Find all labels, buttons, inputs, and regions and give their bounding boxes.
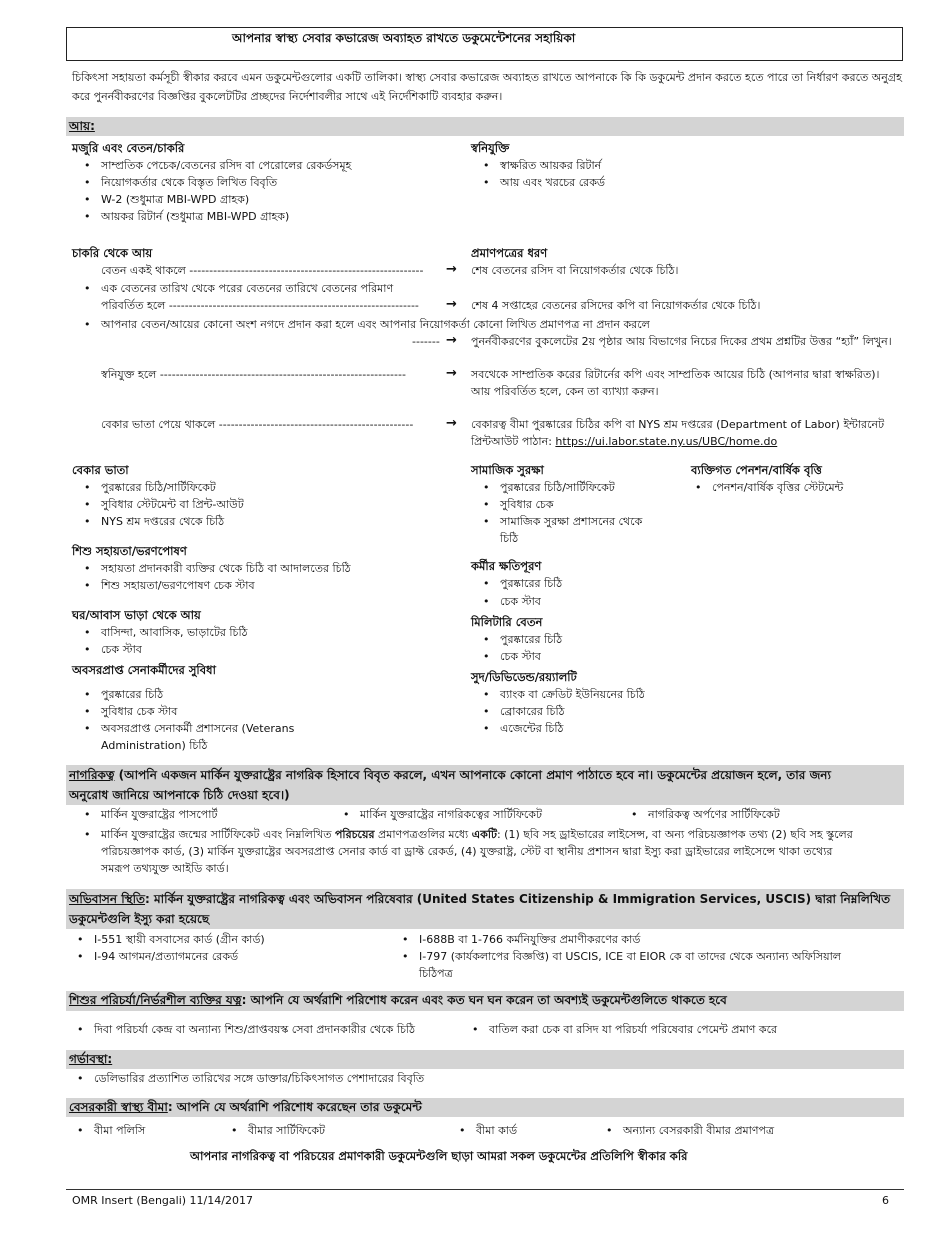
income-band — [66, 117, 904, 136]
child-care-band — [66, 991, 904, 1011]
list-item: • NYS শ্রম দপ্তরের থেকে চিঠি — [101, 513, 224, 530]
list-item: • সহায়তা প্রদানকারী ব্যক্তির থেকে চিঠি বা আদালতের চিঠি — [101, 560, 351, 577]
child-care-label: শিশুর পরিচর্যা/নির্ভরশীল ব্যক্তির যত্ন — [69, 993, 242, 1007]
list-item: • পুরষ্কারের চিঠি/সার্টিফিকেট — [500, 479, 615, 496]
insurance-line — [69, 1099, 422, 1116]
list-item: • বাসিন্দা, আবাসিক, ভাড়াটের চিঠি — [101, 624, 247, 641]
list-item: • পেনশন/বার্ষিক বৃত্তির স্টেটমেন্ট — [712, 479, 843, 496]
citizenship-long-b: পরিচয়ের — [334, 828, 375, 841]
child-care-desc: : আপনি যে অর্থরাশি পরিশোধ করেন এবং কত ঘন ঘন করেন তা অবশ্যই ডকুমেন্টগুলিতে থাকতে হবে — [241, 993, 727, 1007]
veterans-heading: অবসরপ্রাপ্ত সেনাকর্মীদের সুবিধা — [72, 663, 216, 677]
pregnancy-label: গর্ভাবস্থা: — [69, 1052, 113, 1066]
closing-note: আপনার নাগরিকত্ব বা পরিচয়ের প্রমাণকারী ডকুমেন্টগুলি ছাড়া আমরা সকল ডকুমেন্টের প্রতিলিপি স্বীকার করি — [190, 1149, 688, 1163]
list-item: • পুরষ্কারের চিঠি — [500, 631, 562, 648]
job-row-right: বেকারত্ব বীমা পুরষ্কারের চিঠির কপি বা NYS শ্রম দপ্তরের (Department of Labor) ইন্টারনেট — [471, 418, 885, 431]
list-item: • পুরষ্কারের চিঠি/সার্টিফিকেট — [101, 479, 216, 496]
citizenship-long-e: : (1) ছবি সহ ড্রাইভারের লাইসেন্স, বা অন্য পরিচয়জ্ঞাপক তথ্য (2) ছবি সহ স্কুলের — [496, 828, 853, 841]
insurance-desc: : আপনি যে অর্থরাশি পরিশোধ করেছেন তার ডকুমেন্ট — [167, 1100, 422, 1114]
citizenship-long-a: মার্কিন যুক্তরাষ্ট্রের জন্মের সার্টিফিকেট এবং নিম্নলিখিত — [101, 828, 335, 841]
interest-heading: সুদ/ডিভিডেন্ড/রয়্যালটি — [471, 670, 577, 684]
list-item: • ব্যাংক বা ক্রেডিট ইউনিয়নের চিঠি — [500, 686, 645, 703]
citizenship-band — [66, 765, 904, 805]
list-item: • সামাজিক সুরক্ষা প্রশাসনের থেকে — [500, 513, 642, 530]
child-care-line — [69, 992, 727, 1009]
list-item: • W-2 (শুধুমাত্র MBI-WPD গ্রাহক) — [101, 191, 249, 208]
list-item: • চেক স্টাব — [500, 593, 541, 610]
list-item: • চেক স্টাব — [101, 641, 142, 658]
footer-left: OMR Insert (Bengali) 11/14/2017 — [72, 1194, 253, 1207]
military-heading: মিলিটারি বেতন — [471, 615, 543, 629]
arrow-icon: → — [446, 333, 457, 348]
page-number: 6 — [882, 1194, 889, 1207]
unemployment-heading: বেকার ভাতা — [72, 463, 129, 477]
list-item: • চেক স্টাব — [500, 648, 541, 665]
job-income-heading: চাকরি থেকে আয় — [72, 246, 153, 260]
job-row-right: শেষ বেতনের রসিদ বা নিয়োগকর্তার থেকে চিঠি। — [471, 264, 679, 277]
proof-type-heading: প্রমাণপত্রের ধরণ — [471, 246, 548, 260]
list-item: • মার্কিন যুক্তরাষ্ট্রের পাসপোর্ট — [101, 806, 217, 823]
child-support-heading: শিশু সহায়তা/ভরণপোষণ — [72, 544, 187, 558]
job-row-left: • স্বনিযুক্ত হলে -------------------------------------------------------------- — [101, 366, 446, 383]
title-box — [66, 27, 903, 61]
citizenship-long-d: একটি — [471, 828, 497, 841]
workers-comp-heading: কর্মীর ক্ষতিপূরণ — [471, 559, 542, 573]
list-item: • সুবিধার চেক — [500, 496, 554, 513]
citizenship-label: নাগরিকত্ব — [69, 768, 115, 782]
job-row-right: পুনর্নবীকরণের বুকলেটের 2য় পৃষ্ঠার আয় বিভাগের নিচের দিকের প্রথম প্রশ্নটির উত্তর “হ্যাঁ” লিখুন। — [471, 335, 892, 348]
job-row-right: সবথেকে সাম্প্রতিক করের রিটার্নের কপি এবং সাম্প্রতিক আয়ের চিঠি (আপনার দ্বারা স্বাক্ষরিত)। — [471, 368, 880, 381]
list-item: • পুরষ্কারের চিঠি — [500, 575, 562, 592]
citizenship-long-c: প্রমাণপত্রগুলির মধ্যে — [374, 828, 472, 841]
list-item: • I-688B বা 1-766 কর্মনিযুক্তির প্রমাণীকরণের কার্ড — [419, 931, 640, 948]
list-item: • সুবিধার স্টেটমেন্ট বা প্রিন্ট-আউট — [101, 496, 244, 513]
job-row-left: • বেতন একই থাকলে ----------------------------------------------------------- — [101, 262, 446, 279]
list-item: • I-797 (কার্যকলাপের বিজ্ঞপ্তি) বা USCIS, ICE বা EIOR কে বা তাদের থেকে অন্যান্য অফিসিয়াল — [419, 948, 841, 965]
arrow-icon: → — [446, 416, 457, 431]
job-row-right-cont: আয় পরিবর্তিত হলে, কেন তা ব্যাখ্যা করুন। — [471, 385, 659, 398]
list-item-cont: Administration) চিঠি — [101, 739, 208, 752]
list-item-cont: চিঠিপত্র — [419, 967, 453, 980]
pension-heading: ব্যক্তিগত পেনশন/বার্ষিক বৃত্তি — [691, 463, 822, 477]
job-row-left-cont: ------- — [412, 335, 440, 348]
labor-link[interactable]: https://ui.labor.state.ny.us/UBC/home.do — [555, 435, 778, 448]
list-item: • I-94 আগমন/প্রত্যাগমনের রেকর্ড — [94, 948, 238, 965]
list-item: • আয়কর রিটার্ন (শুধুমাত্র MBI-WPD গ্রাহক) — [101, 208, 289, 225]
list-item: • I-551 স্থায়ী বসবাসের কার্ড (গ্রীন কার্ড) — [94, 931, 265, 948]
arrow-icon: → — [446, 366, 457, 381]
list-item: • বীমা পলিসি — [94, 1122, 145, 1139]
list-item-cont: চিঠি — [500, 532, 519, 545]
income-label: আয়: — [69, 119, 95, 133]
list-item: • সুবিধার চেক স্টাব — [101, 703, 177, 720]
immigration-desc2: ডকুমেন্টগুলি ইস্যু করা হয়েছে — [69, 912, 210, 926]
list-item: • বাতিল করা চেক বা রসিদ যা পরিচর্যা পরিষেবার পেমেন্ট প্রমাণ করে — [489, 1021, 777, 1038]
list-item: • এজেন্টের চিঠি — [500, 720, 563, 737]
citizenship-line1 — [69, 767, 831, 784]
insurance-label: বেসরকারী স্বাস্থ্য বীমা — [69, 1100, 168, 1114]
link-prefix: প্রিন্টআউট পাঠান: — [471, 435, 556, 448]
immigration-label: অভিবাসন স্থিতি — [69, 892, 146, 906]
list-item: • দিবা পরিচর্যা কেন্দ্র বা অন্যান্য শিশু/প্রাপ্তবয়স্ক সেবা প্রদানকারীর থেকে চিঠি — [94, 1021, 415, 1038]
citizenship-desc2: অনুরোধ জানিয়ে আপনাকে চিঠি দেওয়া হবে।) — [69, 788, 290, 802]
list-item: • ব্রোকারের চিঠি — [500, 703, 565, 720]
list-item: • বীমার সার্টিফিকেট — [248, 1122, 325, 1139]
job-row-left: • এক বেতনের তারিখ থেকে পরের বেতনের তারিখে বেতনের পরিমাণ — [101, 280, 393, 297]
job-row-left-cont: পরিবর্তিত হলে --------------------------------------------------------------- — [101, 299, 419, 312]
list-item: • মার্কিন যুক্তরাষ্ট্রের নাগরিকত্বের সার্টিফিকেট — [360, 806, 542, 823]
job-row-right: শেষ 4 সপ্তাহের বেতনের রসিদের কপি বা নিয়োগকর্তার থেকে চিঠি। — [471, 299, 761, 312]
immigration-line1 — [69, 891, 890, 908]
list-item-cont: পরিচয়জ্ঞাপক কার্ড, (3) মার্কিন যুক্তরাষ্ট্রের অবসরপ্রাপ্ত সেনার কার্ড বা ড্রাফ্ট রেকর্ড, (4) যুক্তরাষ্ট্র, স্টেট বা স্থানীয় প্রশাসন দ্বারা ইস্যু করা ড্রাইভারের লাইসেন্সে থাকা তথ্যের — [101, 845, 833, 858]
list-item: • শিশু সহায়তা/ভরণপোষণ চেক স্টাব — [101, 577, 255, 594]
arrow-icon: → — [446, 262, 457, 277]
intro-text: চিকিৎসা সহায়তা কর্মসূচী স্বীকার করবে এমন ডকুমেন্টগুলোর একটি তালিকা। স্বাস্থ্য সেবার কভারেজ অব্যাহত রাখতে আপনাকে কি কি ডকুমেন্ট প্রদান করতে হতে পারে তা নির্ধারণ করতে অনুগ্রহ করে পুনর্নবীকরণের বিজ্ঞপ্তির বুকলেটটির প্রচ্ছদের নির্দেশাবলীর সাথে এই নির্দেশিকাটি ব্যবহার করুন। — [72, 71, 902, 103]
wages-heading: মজুরি এবং বেতন/চাকরি — [72, 141, 185, 155]
list-item: • নিয়োগকর্তার থেকে বিস্তৃত লিখিত বিবৃতি — [101, 174, 277, 191]
job-row-left: • আপনার বেতন/আয়ের কোনো অংশ নগদে প্রদান করা হলে এবং আপনার নিয়োগকর্তা কোনো লিখিত প্রমাণপত্র না প্রদান করলে — [101, 316, 650, 333]
insurance-band — [66, 1098, 904, 1117]
list-item-cont: সমরূপ তথ্যযুক্ত আইডি কার্ড। — [101, 862, 229, 875]
job-row-left: • বেকার ভাতা পেয়ে থাকলে ------------------------------------------------- — [101, 416, 446, 433]
list-item: • অবসরপ্রাপ্ত সেনাকর্মী প্রশাসনের (Veterans — [101, 720, 294, 737]
list-item: • বীমা কার্ড — [476, 1122, 517, 1139]
page-title: আপনার স্বাস্থ্য সেবার কভারেজ অব্যাহত রাখতে ডকুমেন্টেশনের সহায়িকা — [232, 31, 576, 45]
list-item: • আয় এবং খরচের রেকর্ড — [500, 174, 605, 191]
rental-heading: ঘর/আবাস ভাড়া থেকে আয় — [72, 608, 201, 622]
list-item: • অন্যান্য বেসরকারী বীমার প্রমাণপত্র — [623, 1122, 774, 1139]
job-row-right-cont — [471, 433, 777, 450]
list-item: • সাম্প্রতিক পেচেক/বেতনের রসিদ বা পেরোলের রেকর্ডসমূহ — [101, 157, 351, 174]
list-item: • নাগরিকত্ব অর্পণের সার্টিফিকেট — [648, 806, 780, 823]
self-employment-heading: স্বনিযুক্তি — [471, 141, 510, 155]
footer-divider — [66, 1189, 904, 1190]
list-item — [101, 826, 853, 843]
citizenship-desc1: (আপনি একজন মার্কিন যুক্তরাষ্ট্রের নাগরিক হিসাবে বিবৃত করলে, এখন আপনাকে কোনো প্রমাণ পাঠাতে হবে না। ডকুমেন্টের প্রয়োজন হলে, তার জন্য — [114, 768, 831, 782]
pregnancy-band — [66, 1050, 904, 1069]
list-item: • স্বাক্ষরিত আয়কর রিটার্ন — [500, 157, 601, 174]
social-security-heading: সামাজিক সুরক্ষা — [471, 463, 544, 477]
immigration-desc1: : মার্কিন যুক্তরাষ্ট্রের নাগরিকত্ব এবং অভিবাসন পরিষেবার (United States Citizenship & Immigration Services, USCIS) দ্বারা নিম্নলিখিত — [145, 892, 891, 906]
arrow-icon: → — [446, 297, 457, 312]
immigration-band — [66, 889, 904, 929]
list-item: • ডেলিভারির প্রত্যাশিত তারিখের সঙ্গে ডাক্তার/চিকিৎসাগত পেশাদারের বিবৃতি — [94, 1070, 424, 1087]
list-item: • পুরষ্কারের চিঠি — [101, 686, 163, 703]
